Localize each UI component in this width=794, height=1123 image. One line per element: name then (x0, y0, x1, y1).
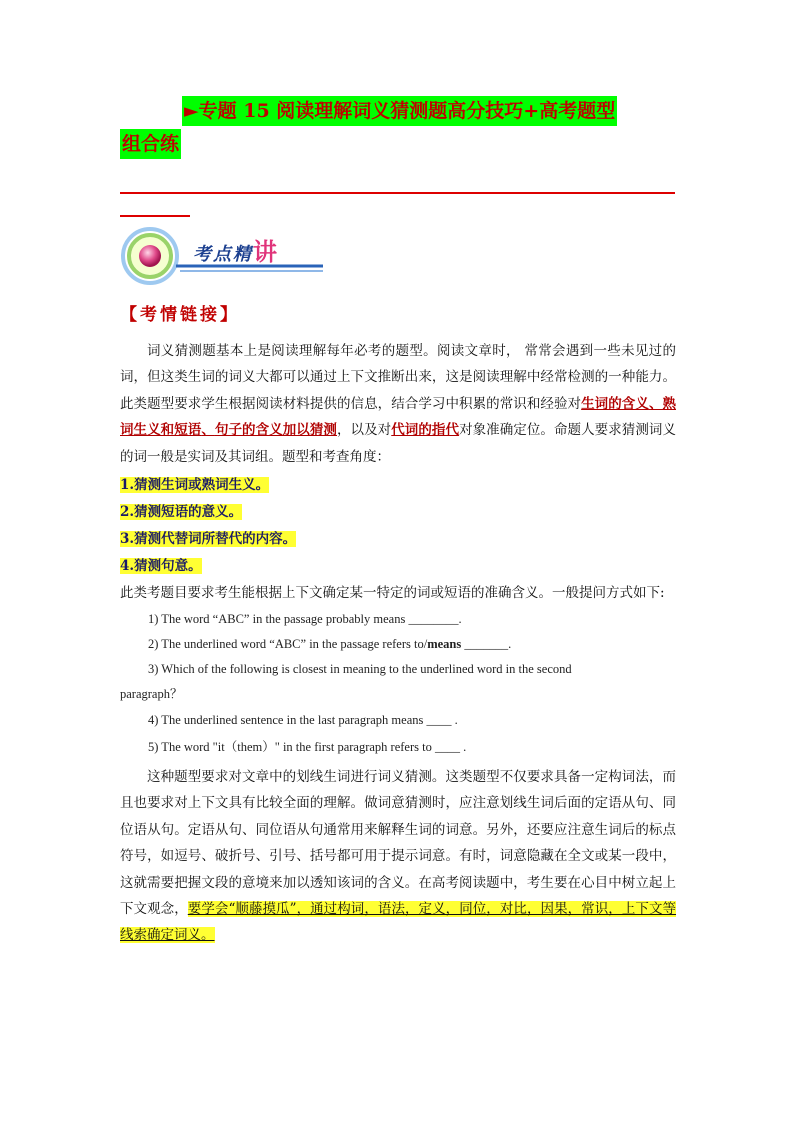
list-item: 3.猜测代替词所替代的内容。 (120, 531, 297, 547)
question-example-2: 2) The underlined word “ABC” in the passage refers to/means _______. (148, 637, 512, 651)
question-type-list (120, 472, 676, 580)
list-item: 1.猜测生词或熟词生义。 (120, 477, 270, 493)
title-line-1: ►专题 15 阅读理解词义猜测题高分技巧+高考题型 (182, 96, 617, 126)
title-line-2: 组合练 (120, 129, 181, 159)
list-item: 4.猜测句意。 (120, 558, 202, 574)
question-format-intro: 此类考题目要求考生能根据上下文确定某一特定的词或短语的准确含义。一般提问方式如下: (120, 585, 665, 601)
question-example-5: 5) The word "it（them）" in the first paragraph refers to ____ . (148, 740, 467, 754)
section-badge-label: 考点精讲 (193, 237, 279, 266)
list-item: 2.猜测短语的意义。 (120, 504, 243, 520)
question-example-4: 4) The underlined sentence in the last paragraph means ____ . (148, 713, 458, 727)
question-example-3: 3) Which of the following is closest in meaning to the underlined word in the second (148, 662, 572, 676)
section-header: 【考情链接】 (120, 305, 240, 325)
badge-ball-icon (139, 245, 161, 267)
title-divider-short (120, 215, 190, 217)
question-example-1: 1) The word “ABC” in the passage probably means ________. (148, 612, 462, 626)
paragraph-intro: 词义猜测题基本上是阅读理解每年必考的题型。阅读文章时， 常常会遇到一些未见过的词，但这类生词的词义大都可以通过上下文推断出来，这是阅读理解中经常检测的一种能力。此类题型要求学生根据阅读材料提供的信息，结合学习中积累的常识和经验对生词的含义、熟词生义和短语、句子的含义加以猜测，以及对代词的指代对象准确定位。命题人要求猜测词义的词一般是实词及其词组。题型和考查角度： (120, 343, 676, 465)
page-title (120, 95, 680, 161)
paragraph-strategy: 这种题型要求对文章中的划线生词进行词义猜测。这类题型不仅要求具备一定构词法，而且也要求对上下文具有比较全面的理解。做词意猜测时，应注意划线生词后面的定语从句、同位语从句。定语从句、同位语从句通常用来解释生词的词意。另外，还要应注意生词后的标点符号，如逗号、破折号、引号、括号都可用于提示词意。有时，词意隐藏在全文或某一段中，这就需要把握文段的意境来加以透知该词的含义。在高考阅读题中，考生要在心目中树立起上下文观念，要学会“顺藤摸瓜”，通过构词，语法，定义，同位，对比，因果，常识，上下文等线索确定词义。 (120, 769, 677, 944)
question-example-3-cont: paragraph？ (120, 687, 183, 701)
strategy-highlight: 要学会“顺藤摸瓜”，通过构词，语法，定义，同位，对比，因果，常识，上下文等线索确定词义。 (120, 901, 677, 944)
badge-big-char: 讲 (253, 237, 279, 266)
title-divider-long (120, 192, 675, 194)
